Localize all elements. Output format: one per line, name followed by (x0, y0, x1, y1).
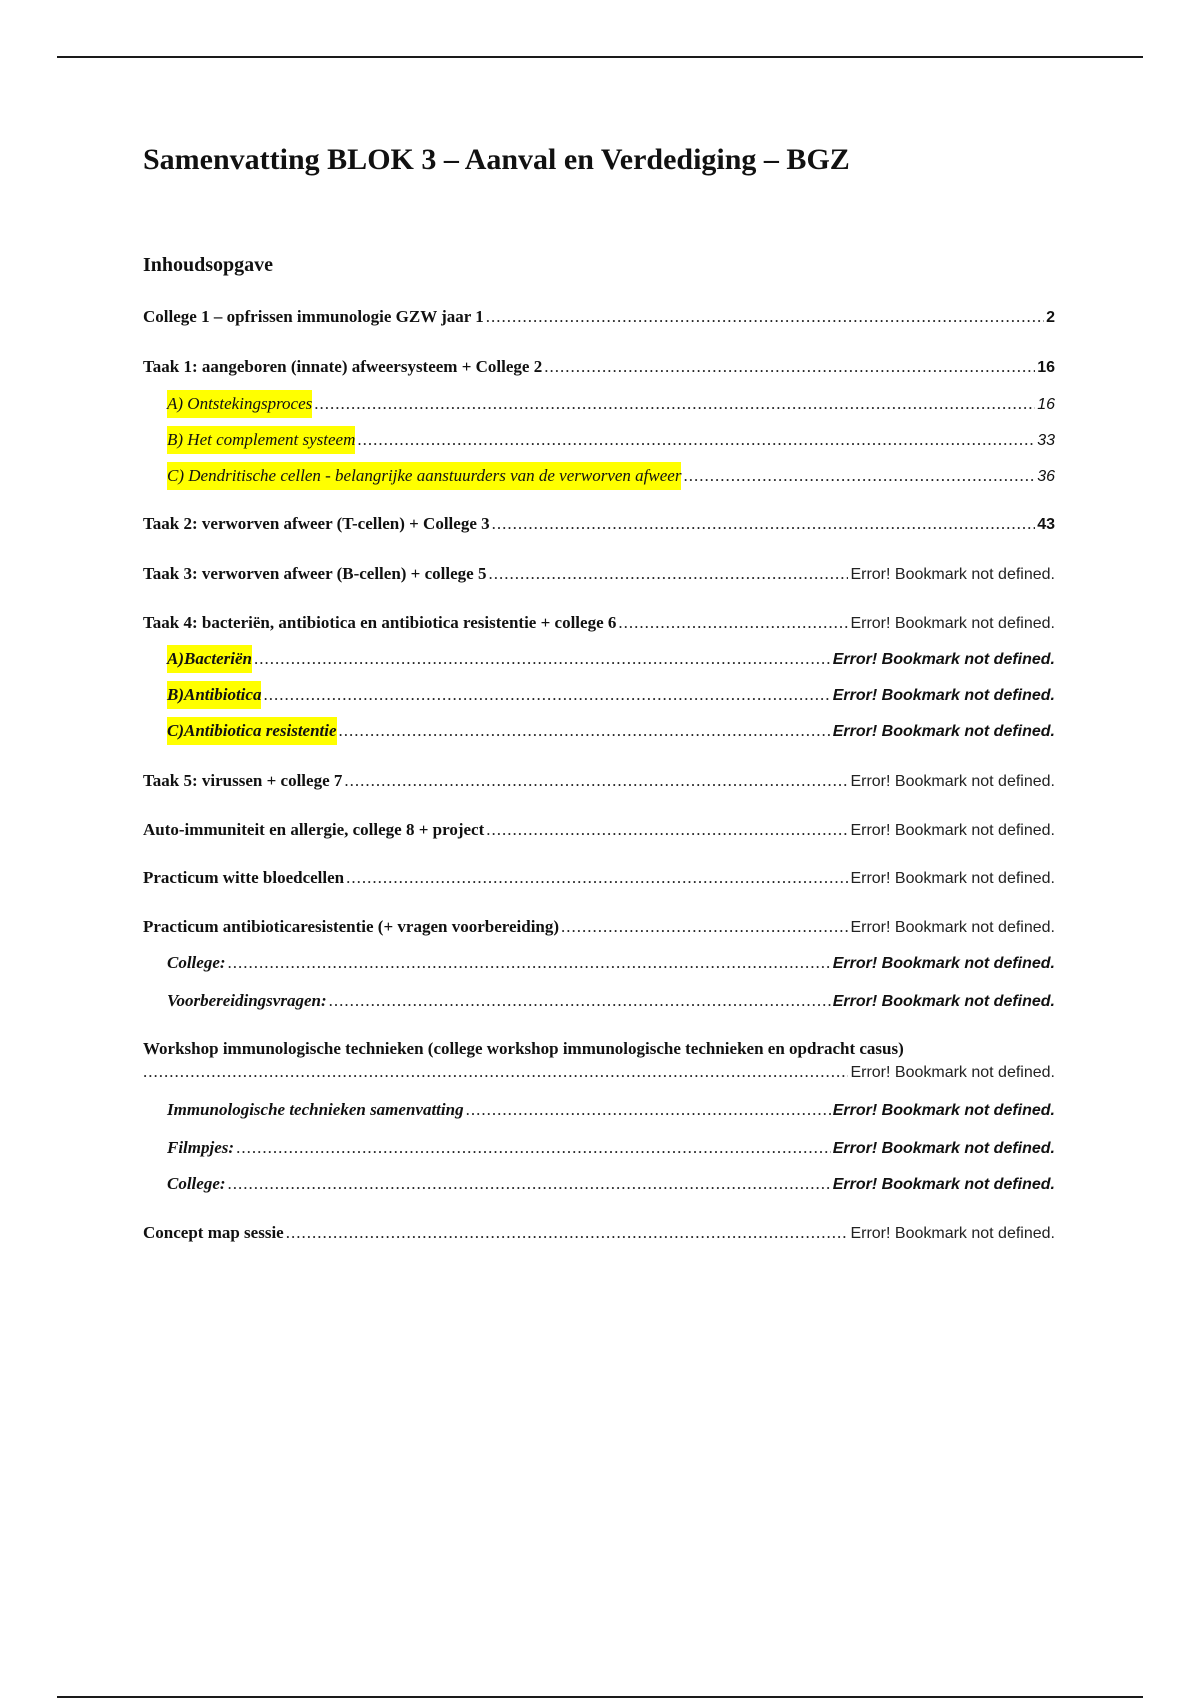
toc-leader-dots (329, 987, 831, 1015)
toc-leader-dots (339, 717, 831, 745)
toc-leader-dots (486, 816, 848, 844)
toc-subentry[interactable] (167, 645, 1055, 673)
toc-leader-dots (466, 1096, 831, 1124)
toc-leader-dots (561, 913, 848, 941)
toc-entry-title: A) Ontstekingsproces (167, 390, 312, 418)
toc-entry-title: A)Bacteriën (167, 645, 252, 673)
toc-leader-dots (492, 510, 1036, 538)
toc-entry-page: 36 (1037, 468, 1055, 485)
toc-subentry[interactable] (167, 390, 1055, 418)
toc-entry-title: Taak 2: verworven afweer (T-cellen) + College 3 (143, 514, 490, 533)
toc-entry-title: College: (167, 953, 226, 972)
toc-subentry[interactable] (167, 1096, 1055, 1124)
toc-leader-dots (228, 1170, 831, 1198)
toc-leader-dots (488, 560, 848, 588)
document-title: Samenvatting BLOK 3 – Aanval en Verdediging – BGZ (143, 143, 850, 176)
toc-entry[interactable] (143, 303, 1055, 331)
toc-leader-dots (544, 353, 1035, 381)
toc-entry[interactable] (143, 1037, 1055, 1087)
toc-entry-title: B)Antibiotica (167, 681, 261, 709)
toc-leader-dots (683, 462, 1035, 490)
toc-subentry[interactable] (167, 1134, 1055, 1162)
toc-entry[interactable] (143, 816, 1055, 844)
toc-entry-page: Error! Bookmark not defined. (850, 919, 1055, 936)
toc-leader-dots (486, 303, 1044, 331)
toc-entry-title: Taak 4: bacteriën, antibiotica en antibiotica resistentie + college 6 (143, 613, 617, 632)
toc-entry-page: Error! Bookmark not defined. (850, 870, 1055, 887)
toc-entry-title: Workshop immunologische technieken (college workshop immunologische technieken en opdracht casus) (143, 1039, 904, 1058)
toc-leader-dots (357, 426, 1035, 454)
toc-leader-dots (263, 681, 830, 709)
toc-leader-dots (236, 1134, 831, 1162)
toc-entry-page: Error! Bookmark not defined. (832, 1102, 1055, 1119)
toc-subentry[interactable] (167, 681, 1055, 709)
toc-entry-title: Taak 1: aangeboren (innate) afweersysteem + College 2 (143, 357, 543, 376)
toc-leader-dots (286, 1219, 849, 1247)
header-rule (57, 56, 1143, 58)
toc-entry-title: Voorbereidingsvragen: (167, 991, 327, 1010)
toc-entry-title: Taak 3: verworven afweer (B-cellen) + college 5 (143, 564, 487, 583)
toc-entry-page: Error! Bookmark not defined. (832, 687, 1055, 704)
toc-entry-page: Error! Bookmark not defined. (850, 566, 1055, 583)
toc-entry-title: College 1 – opfrissen immunologie GZW jaar 1 (143, 307, 484, 326)
toc-subentry[interactable] (167, 717, 1055, 745)
toc-subentry[interactable] (167, 1170, 1055, 1198)
toc-entry-title: Filmpjes: (167, 1138, 235, 1157)
toc-entry-page: Error! Bookmark not defined. (832, 993, 1055, 1010)
toc-entry-page: Error! Bookmark not defined. (832, 1176, 1055, 1193)
toc-entry-page: 2 (1046, 309, 1055, 326)
toc-leader-dots (344, 767, 848, 795)
toc-entry-title: Taak 5: virussen + college 7 (143, 771, 343, 790)
toc-entry-title: C) Dendritische cellen - belangrijke aanstuurders van de verworven afweer (167, 462, 681, 490)
toc-leader-dots (254, 645, 831, 673)
toc-entry[interactable] (143, 560, 1055, 588)
toc-entry-title: Practicum antibioticaresistentie (+ vragen voorbereiding) (143, 917, 560, 936)
toc-leader-dots (228, 949, 831, 977)
toc-entry-title: Concept map sessie (143, 1223, 284, 1242)
toc-leader-dots (618, 609, 848, 637)
toc-entry-title: C)Antibiotica resistentie (167, 717, 337, 745)
toc-entry[interactable] (143, 864, 1055, 892)
toc-entry-title: Practicum witte bloedcellen (143, 868, 345, 887)
toc-entry-page: 33 (1037, 432, 1055, 449)
toc-entry-page: 16 (1037, 359, 1055, 376)
toc-entry-title: Auto-immuniteit en allergie, college 8 + project (143, 820, 485, 839)
toc-entry-page: Error! Bookmark not defined. (850, 773, 1055, 790)
toc-heading: Inhoudsopgave (143, 254, 274, 276)
toc-entry-page: Error! Bookmark not defined. (832, 955, 1055, 972)
toc-subentry[interactable] (167, 949, 1055, 977)
toc-entry-page: Error! Bookmark not defined. (832, 1140, 1055, 1157)
toc-entry-page: Error! Bookmark not defined. (850, 822, 1055, 839)
toc-entry[interactable] (143, 609, 1055, 637)
toc-leader-dots (314, 390, 1035, 418)
toc-entry[interactable] (143, 1219, 1055, 1247)
toc-entry[interactable] (143, 353, 1055, 381)
toc-entry-title: Immunologische technieken samenvatting (167, 1100, 464, 1119)
toc-entry-page: 43 (1037, 516, 1055, 533)
toc-entry-title: College: (167, 1174, 226, 1193)
footer-rule (57, 1696, 1143, 1698)
toc-subentry[interactable] (167, 426, 1055, 454)
toc-entry-page: Error! Bookmark not defined. (850, 615, 1055, 632)
toc-entry[interactable] (143, 913, 1055, 941)
toc-subentry[interactable] (167, 987, 1055, 1015)
toc-entry-title: B) Het complement systeem (167, 426, 355, 454)
toc-leader-dots (143, 1061, 848, 1083)
toc-leader-dots (346, 864, 848, 892)
toc-subentry[interactable] (167, 462, 1055, 490)
toc-entry-page: Error! Bookmark not defined. (850, 1225, 1055, 1242)
toc-entry-page: 16 (1037, 396, 1055, 413)
toc-entry-page: Error! Bookmark not defined. (832, 651, 1055, 668)
toc-entry-page: Error! Bookmark not defined. (850, 1064, 1055, 1081)
toc-entry-page: Error! Bookmark not defined. (832, 723, 1055, 740)
toc-entry[interactable] (143, 510, 1055, 538)
toc-entry[interactable] (143, 767, 1055, 795)
